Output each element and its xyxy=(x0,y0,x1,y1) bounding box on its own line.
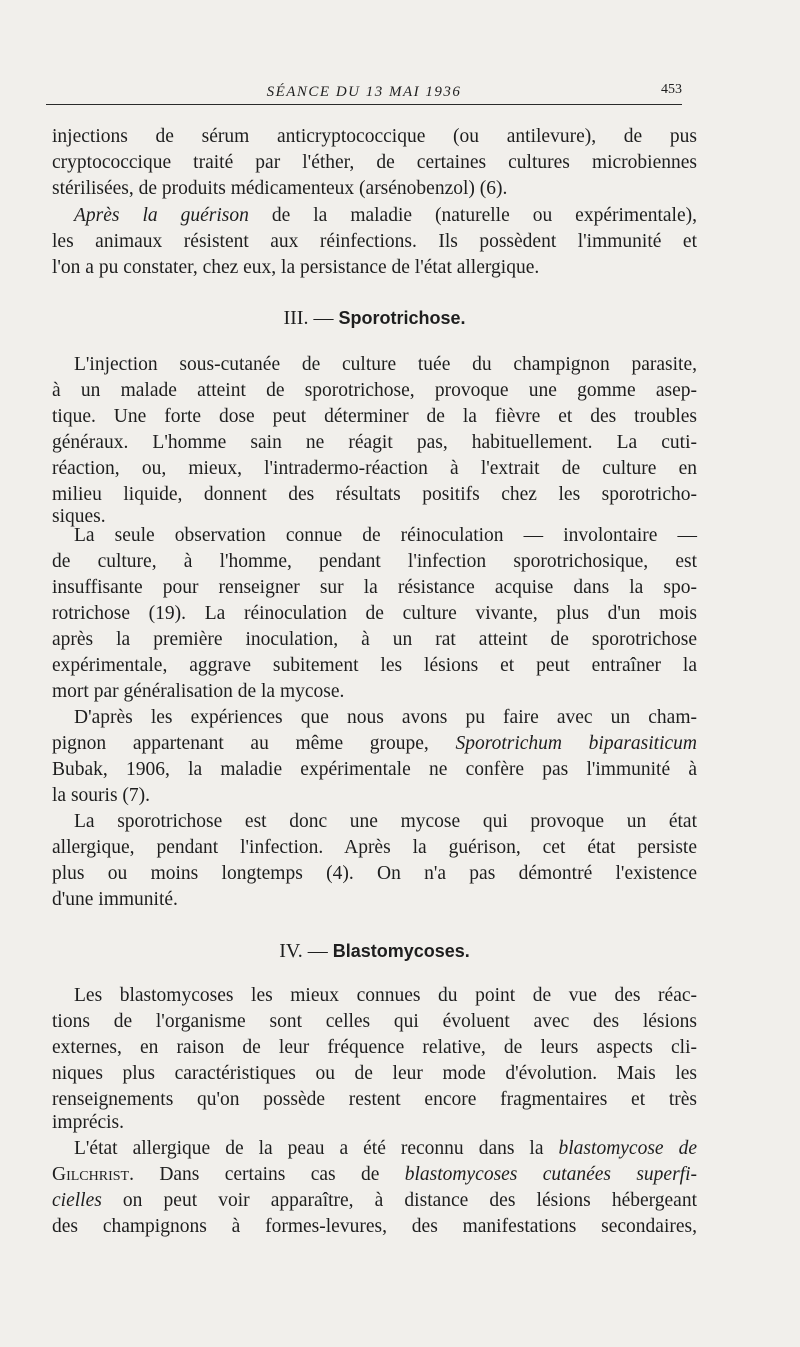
text-line: plus ou moins longtemps (4). On n'a pas démontré l'existence xyxy=(52,863,697,884)
text-line: généraux. L'homme sain ne réagit pas, habituellement. La cuti- xyxy=(52,432,697,453)
section-heading-blastomycoses xyxy=(52,938,697,964)
section-heading-sporotrichose xyxy=(52,305,697,331)
text-line: Les blastomycoses les mieux connues du point de vue des réac- xyxy=(74,985,697,1006)
text-line: les animaux résistent aux réinfections. Ils possèdent l'immunité et xyxy=(52,231,697,252)
text-line: stérilisées, de produits médicamenteux (arsénobenzol) (6). xyxy=(52,178,508,199)
text-line: rotrichose (19). La réinoculation de culture vivante, plus d'un mois xyxy=(52,603,697,624)
running-head xyxy=(46,82,682,105)
text-line: Bubak, 1906, la maladie expérimentale ne confère pas l'immunité à xyxy=(52,759,697,780)
text-line: siques. xyxy=(52,506,106,527)
text-line: renseignements qu'on possède restent encore fragmentaires et très xyxy=(52,1089,697,1110)
text-line: tique. Une forte dose peut déterminer de la fièvre et des troubles xyxy=(52,406,697,427)
text-line xyxy=(52,1136,697,1162)
author-name: Gilchrist xyxy=(52,1164,130,1185)
text-run: . Dans certains cas de xyxy=(129,1164,405,1185)
text-line xyxy=(52,1162,697,1188)
text-line: réaction, ou, mieux, l'intradermo-réaction à l'extrait de culture en xyxy=(52,458,697,479)
text-line: milieu liquide, donnent des résultats positifs chez les sporotricho- xyxy=(52,484,697,505)
text-line: insuffisante pour renseigner sur la résistance acquise dans la spo- xyxy=(52,577,697,598)
text-line: L'injection sous-cutanée de culture tuée du champignon parasite, xyxy=(74,354,697,375)
text-line: tions de l'organisme sont celles qui évoluent avec des lésions xyxy=(52,1011,697,1032)
text-line: des champignons à formes-levures, des manifestations secondaires, xyxy=(52,1216,697,1237)
species-name: Sporotrichum biparasiticum xyxy=(455,733,697,754)
text-line: La sporotrichose est donc une mycose qui provoque un état xyxy=(74,811,697,832)
text-run: L'état allergique de la peau a été reconnu dans la xyxy=(74,1138,559,1159)
italic-phrase: cielles xyxy=(52,1190,102,1211)
italic-phrase: blastomycoses cutanées superfi- xyxy=(404,1164,697,1185)
section-number: IV. — xyxy=(279,940,333,962)
text-line: l'on a pu constater, chez eux, la persistance de l'état allergique. xyxy=(52,257,540,278)
text-line: La seule observation connue de réinoculation — involontaire — xyxy=(74,525,697,546)
text-line: de culture, à l'homme, pendant l'infection sporotrichosique, est xyxy=(52,551,697,572)
page-number: 453 xyxy=(661,82,682,97)
text-line: à un malade atteint de sporotrichose, provoque une gomme asep- xyxy=(52,380,697,401)
text-line: niques plus caractéristiques ou de leur mode d'évolution. Mais les xyxy=(52,1063,697,1084)
text-line: d'une immunité. xyxy=(52,889,178,910)
text-line: imprécis. xyxy=(52,1112,125,1133)
text-line xyxy=(52,203,697,229)
text-line xyxy=(52,1188,697,1214)
text-line: D'après les expériences que nous avons pu faire avec un cham- xyxy=(74,707,697,728)
running-head-title: SÉANCE DU 13 MAI 1936 xyxy=(266,84,462,100)
text-line: injections de sérum anticryptococcique (ou antilevure), de pus xyxy=(52,126,697,147)
text-line xyxy=(52,731,697,757)
italic-phrase: blastomycose de xyxy=(558,1138,697,1159)
section-title: Blastomycoses. xyxy=(332,941,470,961)
text-line: allergique, pendant l'infection. Après la guérison, cet état persiste xyxy=(52,837,697,858)
text-line: externes, en raison de leur fréquence relative, de leurs aspects cli- xyxy=(52,1037,697,1058)
text-line: cryptococcique traité par l'éther, de certaines cultures microbiennes xyxy=(52,152,697,173)
text-run: pignon appartenant au même groupe, xyxy=(52,733,456,754)
text-line: après la première inoculation, à un rat atteint de sporotrichose xyxy=(52,629,697,650)
text-line: mort par généralisation de la mycose. xyxy=(52,681,345,702)
text-line: la souris (7). xyxy=(52,785,151,806)
text-run: de la maladie (naturelle ou expérimentale), xyxy=(248,205,697,226)
italic-phrase: Après la guérison xyxy=(74,205,249,226)
text-run: on peut voir apparaître, à distance des lésions hébergeant xyxy=(101,1190,697,1211)
section-number: III. — xyxy=(283,307,339,329)
text-line: expérimentale, aggrave subitement les lésions et peut entraîner la xyxy=(52,655,697,676)
section-title: Sporotrichose. xyxy=(338,308,466,328)
